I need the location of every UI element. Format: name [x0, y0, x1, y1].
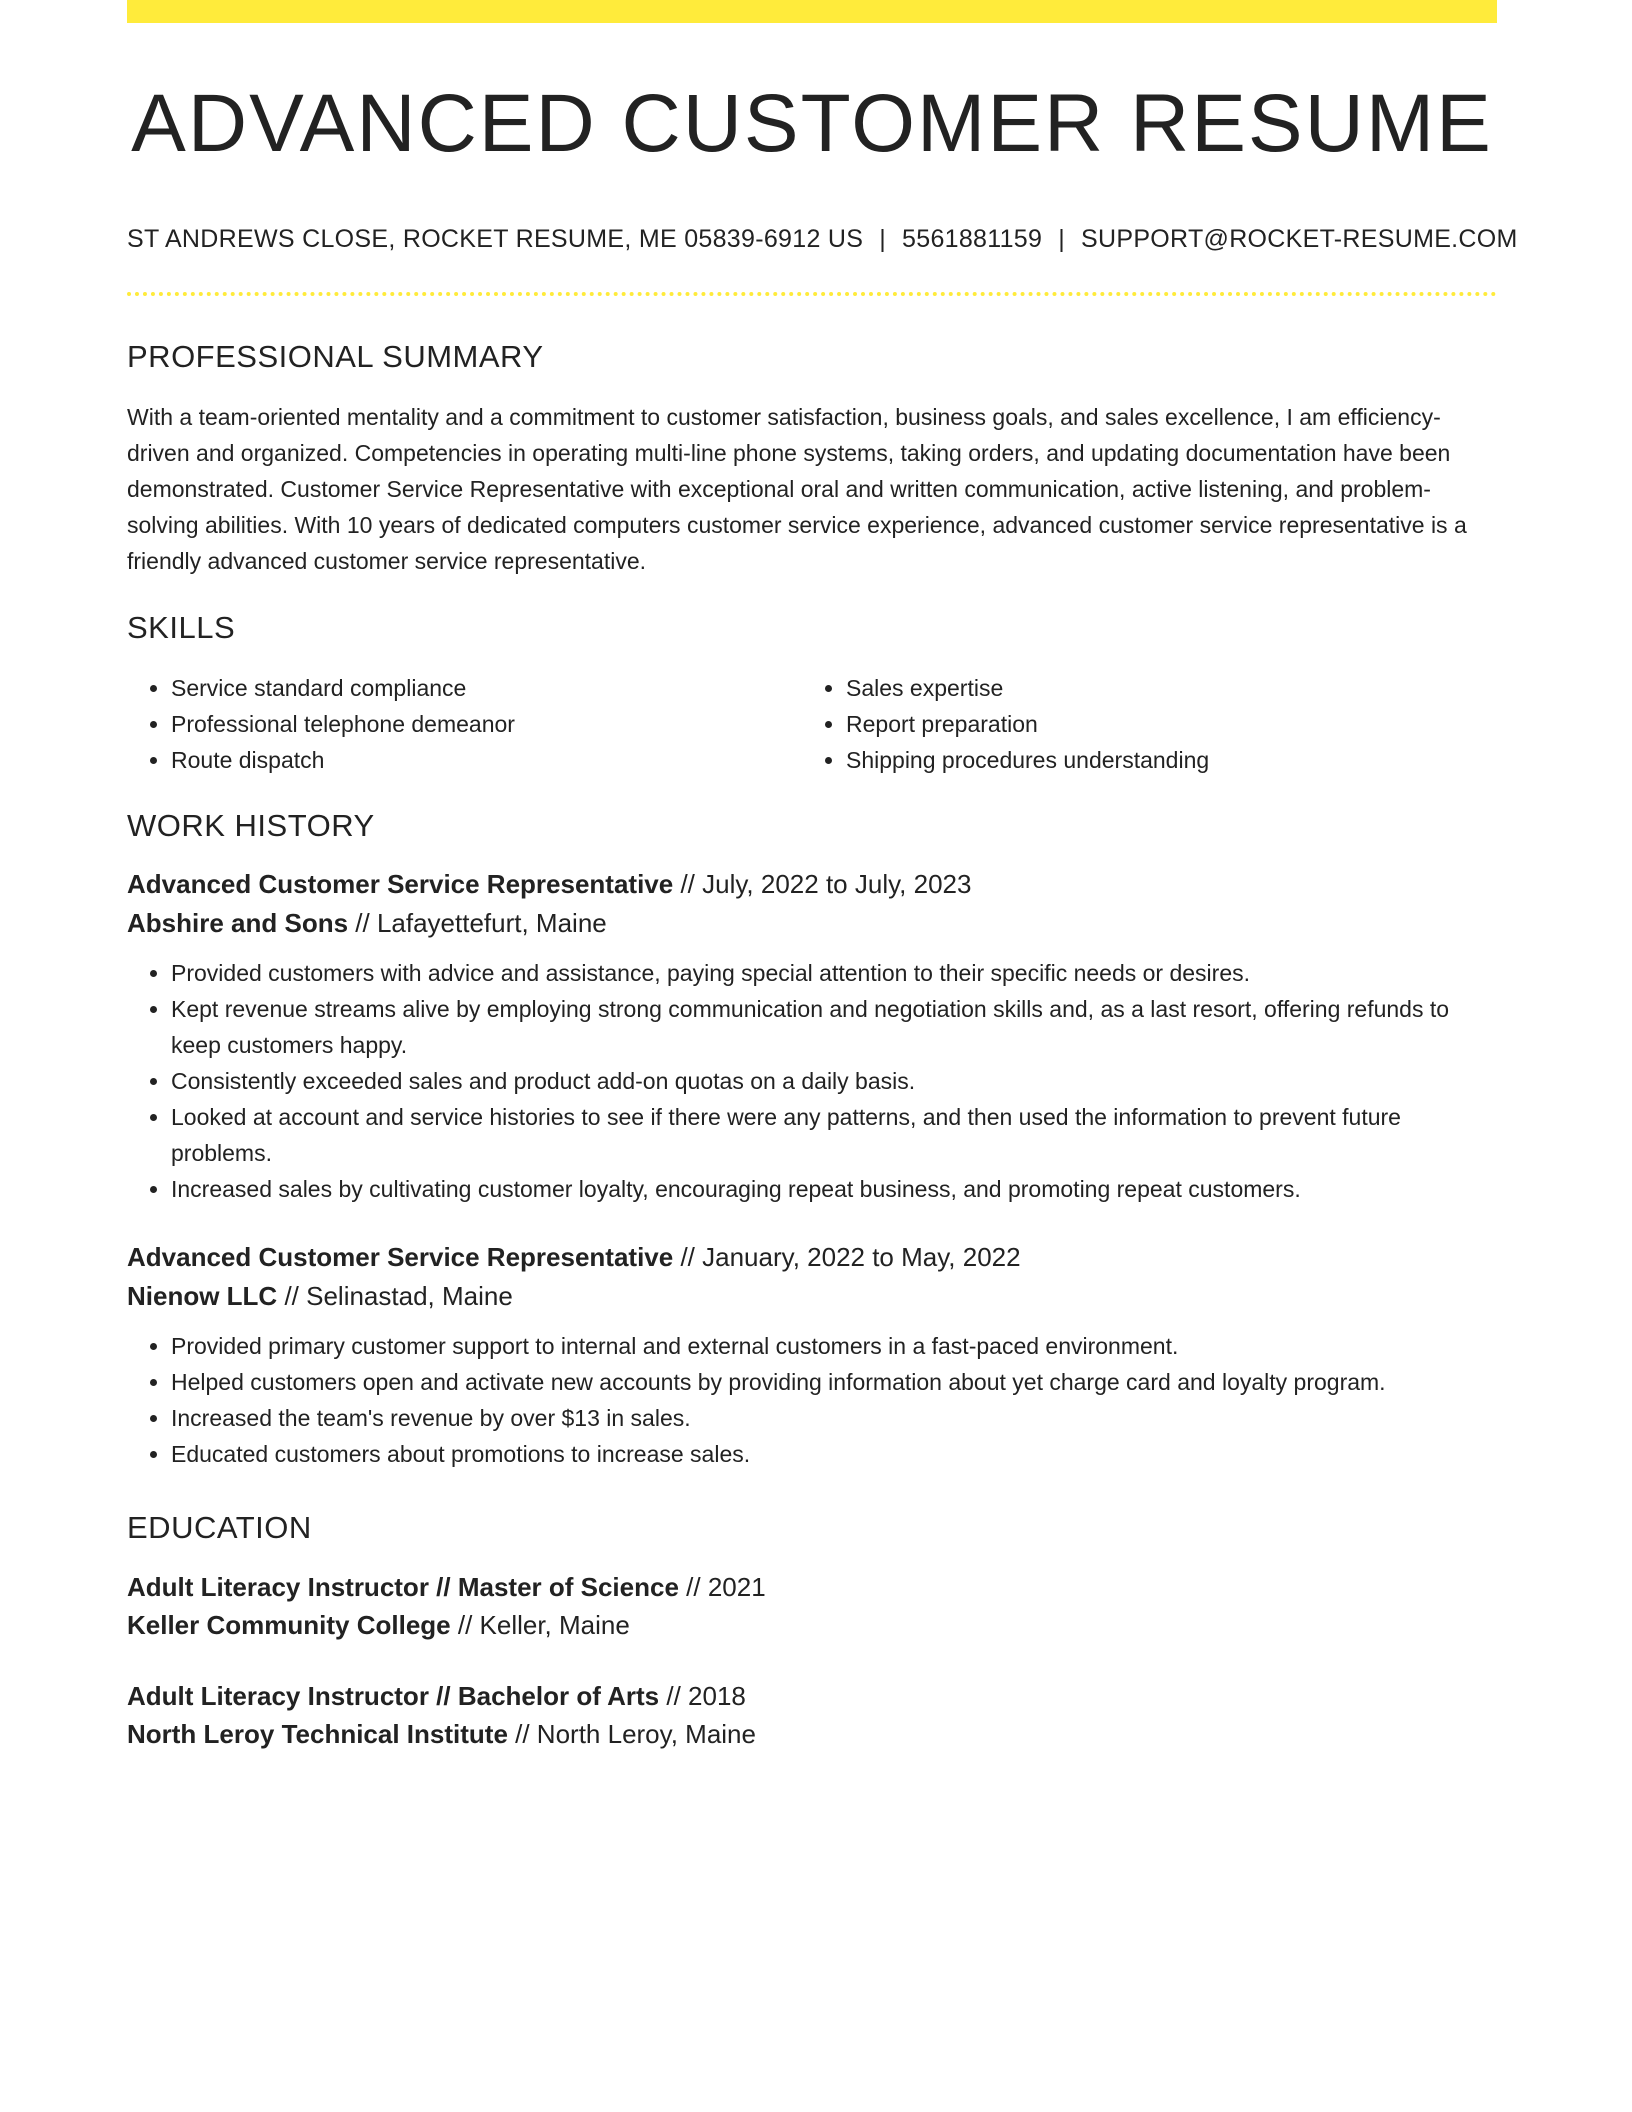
job-bullet: • Educated customers about promotions to increase sales.: [171, 1436, 1497, 1472]
education-location: // North Leroy, Maine: [507, 1719, 756, 1749]
skill-item: • Report preparation: [846, 706, 1497, 742]
job-role-line: [127, 865, 1497, 904]
skill-item: • Professional telephone demeanor: [171, 706, 802, 742]
dotted-divider: [127, 292, 1497, 296]
job-bullets: [127, 955, 1497, 1207]
job-bullet: • Looked at account and service histories to see if there were any patterns, and then used the information to prevent future problems.: [171, 1099, 1497, 1171]
education-degree: Adult Literacy Instructor // Bachelor of Arts: [127, 1681, 660, 1711]
job-dates: // January, 2022 to May, 2022: [673, 1242, 1021, 1272]
education-school-line: [127, 1606, 1497, 1644]
education-degree-line: [127, 1568, 1497, 1606]
job-role: Advanced Customer Service Representative: [127, 1242, 674, 1272]
job-company-line: [127, 904, 1497, 943]
contact-line: [127, 225, 1518, 253]
section-title-education: EDUCATION: [127, 1510, 312, 1545]
job-bullet: • Provided customers with advice and assistance, paying special attention to their specific needs or desires.: [171, 955, 1497, 991]
education-school-line: [127, 1715, 1497, 1753]
skills-list: [127, 670, 1497, 778]
section-title-summary: PROFESSIONAL SUMMARY: [127, 339, 544, 374]
contact-separator: |: [879, 225, 887, 253]
job-entry: [127, 1238, 1497, 1472]
section-title-work-history: WORK HISTORY: [127, 808, 375, 843]
section-title-skills: SKILLS: [127, 610, 236, 645]
skills-column-right: [802, 670, 1497, 778]
resume-page: [127, 0, 1518, 1753]
job-bullet: • Increased the team's revenue by over $13 in sales.: [171, 1400, 1497, 1436]
skill-item: • Route dispatch: [171, 742, 802, 778]
education-year: // 2021: [678, 1572, 766, 1602]
job-bullet: • Provided primary customer support to internal and external customers in a fast-paced environment.: [171, 1328, 1497, 1364]
job-role: Advanced Customer Service Representative: [127, 869, 674, 899]
job-bullet: • Kept revenue streams alive by employing strong communication and negotiation skills and, as a last resort, offering refunds to keep customers happy.: [171, 991, 1497, 1063]
skills-column-left: [127, 670, 802, 778]
skill-item: • Service standard compliance: [171, 670, 802, 706]
job-company: Abshire and Sons: [127, 908, 349, 938]
education-year: // 2018: [659, 1681, 746, 1711]
job-company-line: [127, 1277, 1497, 1316]
job-bullet: • Consistently exceeded sales and product add-on quotas on a daily basis.: [171, 1063, 1497, 1099]
top-accent-bar: [127, 0, 1497, 23]
job-entry: [127, 865, 1497, 1207]
job-location: // Lafayettefurt, Maine: [348, 908, 607, 938]
education-degree-line: [127, 1677, 1497, 1715]
contact-separator: |: [1058, 225, 1066, 253]
skill-item: • Shipping procedures understanding: [846, 742, 1497, 778]
job-bullets: [127, 1328, 1497, 1472]
education-degree: Adult Literacy Instructor // Master of Science: [127, 1572, 679, 1602]
education-entry: [127, 1568, 1497, 1644]
job-location: // Selinastad, Maine: [277, 1281, 513, 1311]
contact-phone: 5561881159: [902, 225, 1043, 253]
job-role-line: [127, 1238, 1497, 1277]
contact-email: SUPPORT@ROCKET-RESUME.COM: [1081, 225, 1518, 253]
job-dates: // July, 2022 to July, 2023: [673, 869, 972, 899]
skill-item: • Sales expertise: [846, 670, 1497, 706]
job-company: Nienow LLC: [127, 1281, 278, 1311]
education-school: Keller Community College: [127, 1610, 451, 1640]
summary-text: With a team-oriented mentality and a commitment to customer satisfaction, business goals, and sales excellence, I am efficiency-driven and organized. Competencies in operating multi-line phone systems, taking orders, and updating documentation have been demonstrated. Customer Service Representative with exceptional oral and written communication, active listening, and problem-solving abilities. With 10 years of dedicated computers customer service experience, advanced customer service representative is a friendly advanced customer service representative.: [127, 404, 1467, 574]
education-entry: [127, 1677, 1497, 1753]
education-school: North Leroy Technical Institute: [127, 1719, 508, 1749]
contact-address: ST ANDREWS CLOSE, ROCKET RESUME, ME 05839-6912 US: [127, 225, 864, 253]
job-bullet: • Increased sales by cultivating customer loyalty, encouraging repeat business, and promoting repeat customers.: [171, 1171, 1497, 1207]
job-bullet: • Helped customers open and activate new accounts by providing information about yet charge card and loyalty program.: [171, 1364, 1497, 1400]
education-location: // Keller, Maine: [450, 1610, 630, 1640]
resume-name: ADVANCED CUSTOMER RESUME: [131, 78, 1493, 169]
